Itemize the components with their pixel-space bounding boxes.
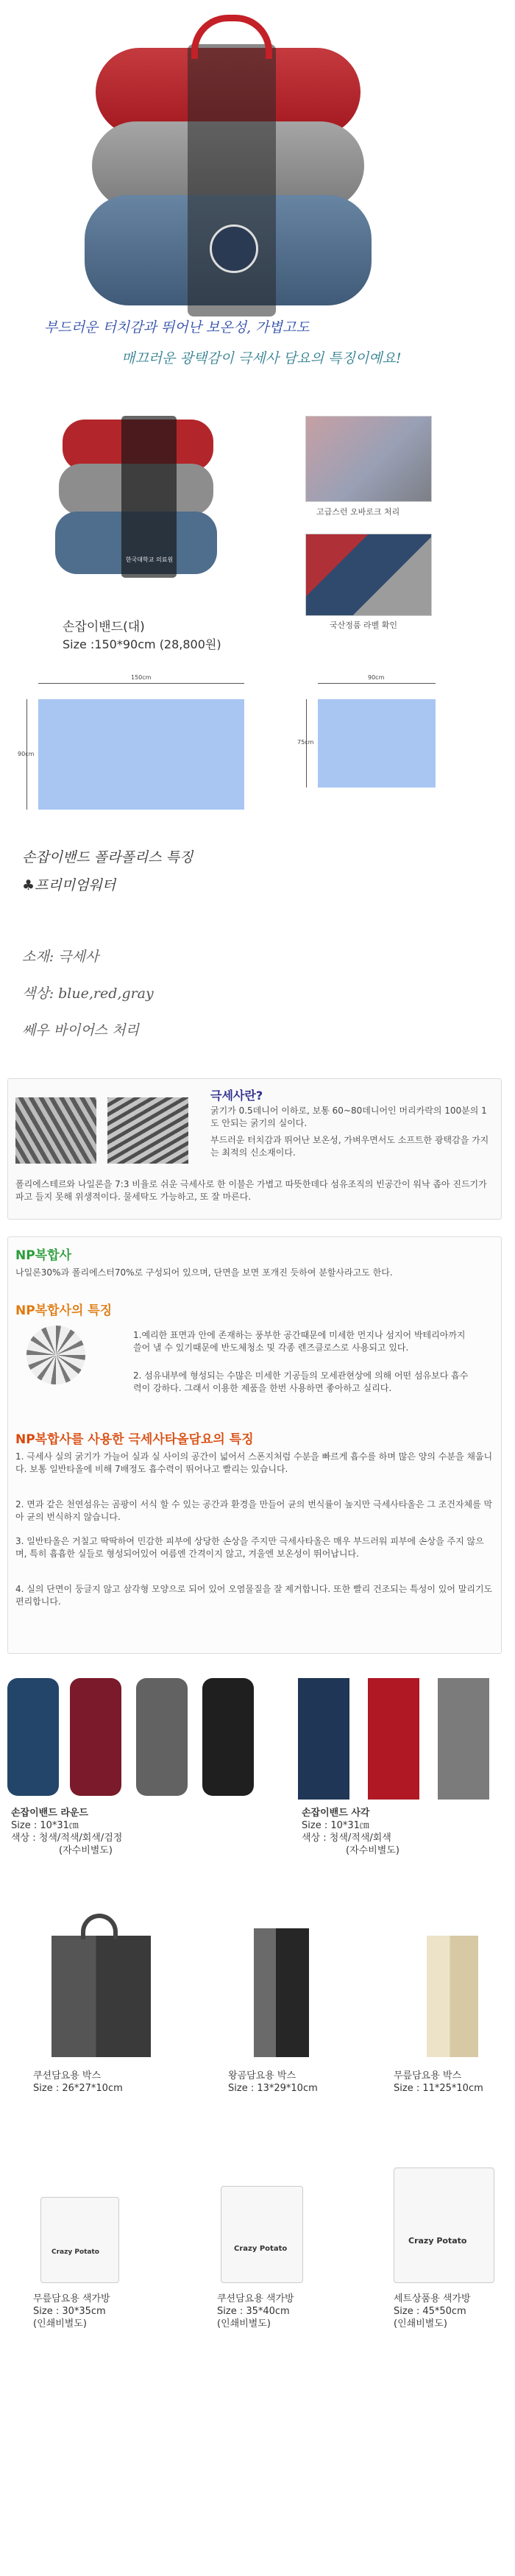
product-size: Size :150*90cm (28,800원) [63,637,221,651]
box-size-3: Size : 11*25*10cm [394,2083,483,2094]
premium-label: ♣프리미엄워터 [22,877,116,894]
square-band-colors: 색상 : 청색/적색/회색 [302,1833,391,1844]
size-diagram-large [18,674,250,824]
hero-section [0,0,515,383]
round-band-name: 손잡이밴드 라운드 [11,1808,88,1819]
bag-print-1: (인쇄비별도) [33,2318,87,2329]
round-band-red [70,1678,121,1796]
large-height-label: 90cm [18,751,35,757]
square-band-size: Size : 10*31㎝ [302,1820,369,1831]
bag-image-3 [394,2168,494,2283]
small-width-line [318,683,436,691]
bag-name-3: 세트상품용 색가방 [394,2293,471,2304]
box-name-1: 쿠션담요용 박스 [33,2070,102,2081]
product-name: 손잡이밴드(대) [63,620,145,634]
colors-label: 색상: blue,red,gray [22,986,154,1002]
fabric-image-2 [107,1097,188,1164]
np-feature-1: 1.예리한 표면과 안에 존재하는 풍부한 공간때문에 미세한 먼지나 섬지어 박테리아까지 쓸어 낼 수 있기때문에 반도체청소 및 각종 렌즈클로스로 사용되고 있다. [133,1330,466,1353]
small-blanket-shape [318,699,436,788]
fabric-p1: 굵기가 0.5데니어 이하로, 보통 60~80데니어인 머리카락의 100분의 1도 안되는 굵기의 실이다. [210,1105,487,1128]
boxes-section [0,1899,515,2112]
fabric-p2: 부드러운 터치감과 뛰어난 보온성, 가벼우면서도 소프트한 광택감을 가지는 최적의 신소재이다. [210,1135,489,1158]
detail-overlock-caption: 고급스런 오바로크 처리 [316,507,400,517]
emblem-icon [210,224,258,273]
round-band-gray [136,1678,188,1796]
bag-print-3: (인쇄비별도) [394,2318,447,2329]
product-band-label: 한국대학교 의료원 [125,556,174,563]
bag-size-2: Size : 35*40cm [217,2306,290,2317]
square-band-red [368,1678,419,1800]
bag-logo-2: Crazy Potato [234,2245,288,2253]
size-diagram-small [297,674,449,788]
bag-size-3: Size : 45*50cm [394,2306,466,2317]
process-label: 쎄우 바이어스 처리 [22,1022,139,1038]
product-section [0,401,515,651]
product-band [121,416,177,578]
small-width-label: 90cm [368,674,385,681]
np-use-4: 4. 실의 단면이 둥글지 않고 삼각형 모양으로 되어 있어 오염물질을 잘 제거합니다. 또한 빨리 건조되는 특성이 있어 말리기도 편리합니다. [15,1584,493,1607]
large-width-line [38,683,244,691]
round-band-print: (자수비별도) [59,1845,113,1856]
bands-section [0,1674,515,1858]
np-use-2: 2. 면과 같은 천연섬유는 곰팡이 서식 할 수 있는 공간과 환경을 만들어 균의 번식률이 높지만 극세사타올은 그 조건자체를 막아 균의 번식하지 않습니다. [15,1499,493,1522]
detail-label-caption: 국산정품 라벨 확인 [330,620,398,630]
square-band-gray [438,1678,489,1800]
np-feature-2: 2. 섬유내부에 형성되는 수많은 미세한 기공들의 모세관현상에 의해 어떤 섬유보다 흡수력이 강하다. 그래서 이용한 제품을 한번 사용하면 좋아하고 실리다. [133,1370,469,1393]
round-band-black [202,1678,254,1796]
round-band-size: Size : 10*31㎝ [11,1820,79,1831]
square-band-print: (자수비별도) [346,1845,399,1856]
np-info-box [7,1236,502,1654]
bag-logo-3: Crazy Potato [408,2236,467,2246]
round-band-colors: 색상 : 청색/적색/회색/검정 [11,1833,123,1844]
bag-size-1: Size : 30*35cm [33,2306,106,2317]
box-name-2: 왕곰담요용 박스 [228,2070,296,2081]
bag-name-1: 무릎담요용 색가방 [33,2293,110,2304]
np-fiber-icon [26,1326,85,1384]
square-band-name: 손잡이밴드 사각 [302,1808,370,1819]
box-size-1: Size : 26*27*10cm [33,2083,123,2094]
band-handle [191,15,272,59]
fabric-p3: 폴리에스테르와 나일론을 7:3 비율로 쉬운 극세사로 한 이불은 가볍고 따뜻한데다 섬유조직의 빈공간이 워낙 좁아 진드기가 파고 들지 못해 위생적이다. 물세탁도 가능하고, 또 잘 마른다. [15,1179,487,1202]
fabric-title: 극세사란? [210,1089,263,1103]
bag-image-2 [221,2186,303,2283]
large-blanket-shape [38,699,244,810]
box-name-3: 무릎담요용 박스 [394,2070,462,2081]
fabric-info-box [7,1078,502,1220]
large-width-label: 150cm [131,674,152,681]
np-use-3: 3. 일반타올은 거칠고 딱딱하여 민감한 피부에 상당한 손상을 주지만 극세사타올은 매우 부드러워 피부에 손상을 주지 않으며, 특히 흡흡한 실들로 형성되어있어 여름엔 간격이지 않고, 겨울엔 보온성이 뛰어납니다. [15,1536,484,1559]
bag-logo-1: Crazy Potato [52,2248,99,2256]
box-size-2: Size : 13*29*10cm [228,2083,318,2094]
fabric-image-1 [15,1097,96,1164]
cushion-box-handle [81,1914,118,1939]
bag-name-2: 쿠션담요용 색가방 [217,2293,294,2304]
wanggom-box-image [254,1928,309,2057]
carrying-band [188,44,276,316]
detail-overlock-image [305,416,432,502]
tagline-2: 매끄러운 광택감이 극세사 담요의 특징이예요! [121,350,402,367]
small-height-label: 75cm [297,739,314,746]
np-use-title: NP복합사를 사용한 극세사타올담요의 특징 [15,1432,254,1447]
np-feature-title: NP복합사의 특징 [15,1303,113,1318]
bag-image-1 [40,2197,119,2283]
features-title: 손잡이밴드 폴라폴리스 특징 [22,849,193,866]
detail-label-image [305,534,432,616]
np-title: NP복합사 [15,1248,71,1263]
tagline-1: 부드러운 터치감과 뛰어난 보온성, 가볍고도 [44,319,310,336]
round-band-blue [7,1678,59,1796]
square-band-blue [298,1678,349,1800]
bags-section [0,2156,515,2348]
knee-box-image [427,1936,478,2057]
material-label: 소재: 극세사 [22,949,99,965]
bag-print-2: (인쇄비별도) [217,2318,271,2329]
np-use-1: 1. 극세사 실의 굵기가 가늘어 실과 실 사이의 공간이 넓어서 스폰지처럼 수분을 빠르게 흡수를 하며 많은 양의 수분을 채웁니다. 보통 일반타올에 비해 7배정도 흡수력이 뛰어나고 빨리는 있습니다. [15,1451,493,1474]
cushion-box-image [52,1936,151,2057]
np-desc: 나일론30%과 폴리에스터70%로 구성되어 있으며, 단면을 보면 포개진 듯하여 분할사라고도 한다. [15,1267,393,1278]
